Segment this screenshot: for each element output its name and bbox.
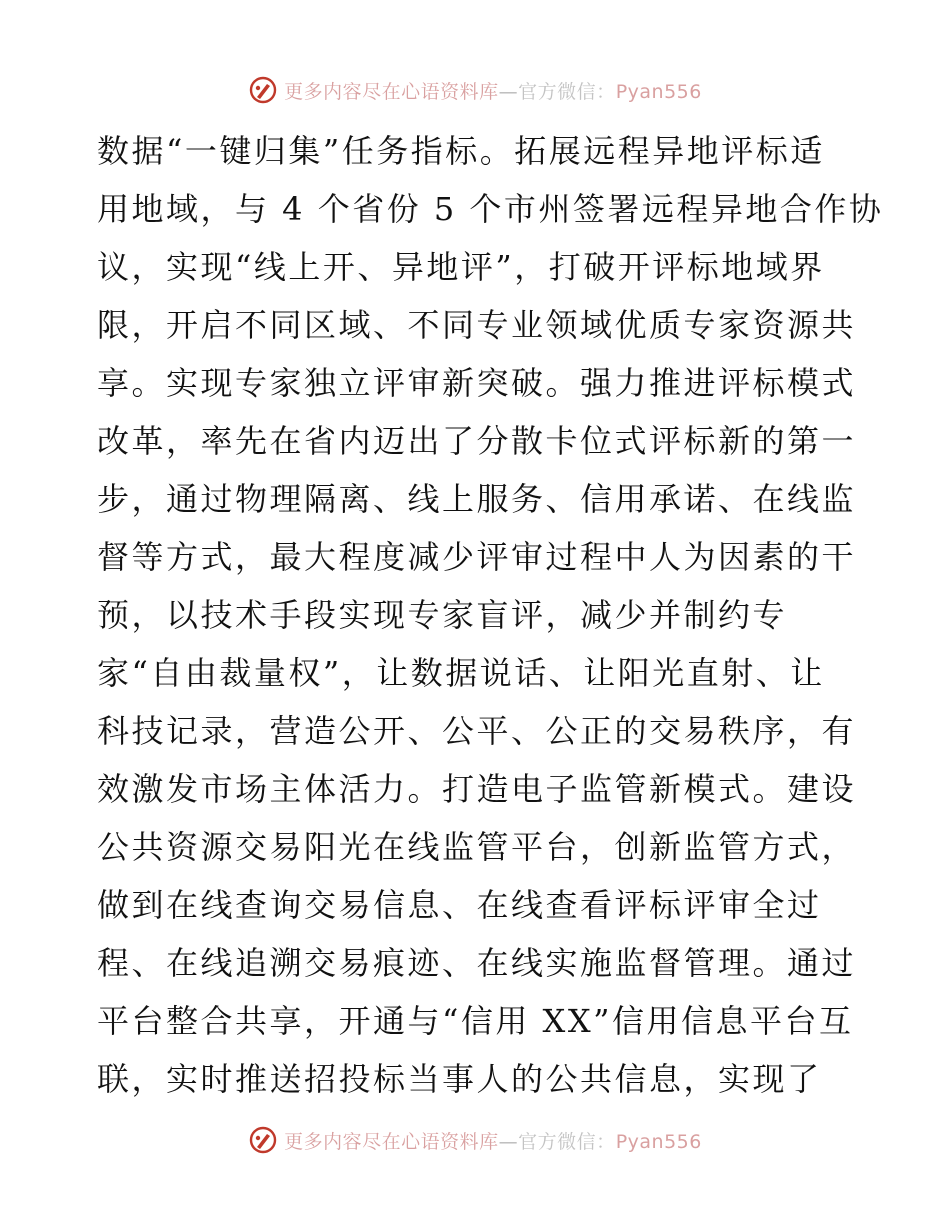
body-line: 平台整合共享，开通与“信用 XX”信用信息平台互 — [97, 1002, 854, 1040]
header-brand-text: 更多内容尽在心语资料库 — [284, 80, 499, 103]
body-line: 数据“一键归集”任务指标。拓展远程异地评标适 — [97, 132, 825, 170]
footer-separator: — — [498, 1130, 519, 1153]
body-line: 程、在线追溯交易痕迹、在线实施监督管理。通过 — [97, 944, 857, 982]
body-line: 享。实现专家独立评审新突破。强力推进评标模式 — [97, 364, 857, 402]
body-line: 督等方式，最大程度减少评审过程中人为因素的干 — [97, 538, 857, 576]
body-line: 家“自由裁量权”，让数据说话、让阳光直射、让 — [97, 654, 825, 692]
document-body — [97, 122, 884, 1108]
body-line: 公共资源交易阳光在线监管平台，创新监管方式， — [97, 828, 857, 866]
body-line: 科技记录，营造公开、公平、公正的交易秩序，有 — [97, 712, 857, 750]
header-banner-text — [284, 77, 702, 104]
header-wechat-label: 官方微信： — [518, 80, 616, 103]
body-line: 联，实时推送招投标当事人的公共信息，实现了 — [97, 1060, 822, 1098]
body-line: 效激发市场主体活力。打造电子监管新模式。建设 — [97, 770, 857, 808]
body-line: 步，通过物理隔离、线上服务、信用承诺、在线监 — [97, 480, 857, 518]
pen-circle-logo-icon — [248, 1125, 278, 1155]
body-line: 预，以技术手段实现专家盲评，减少并制约专 — [97, 596, 788, 634]
body-line: 用地域，与 4 个省份 5 个市州签署远程异地合作协 — [97, 190, 884, 228]
body-line: 议，实现“线上开、异地评”，打破开评标地域界 — [97, 248, 825, 286]
footer-wechat-id: Pyan556 — [615, 1130, 702, 1153]
footer-banner — [0, 1120, 950, 1160]
body-line: 限，开启不同区域、不同专业领域优质专家资源共 — [97, 306, 857, 344]
body-line: 改革，率先在省内迈出了分散卡位式评标新的第一 — [97, 422, 857, 460]
header-wechat-id: Pyan556 — [615, 80, 702, 103]
footer-banner-text — [284, 1127, 702, 1154]
body-line: 做到在线查询交易信息、在线查看评标评审全过 — [97, 886, 822, 924]
header-banner — [0, 70, 950, 110]
pen-circle-logo-icon — [248, 75, 278, 105]
header-separator: — — [498, 80, 519, 103]
footer-brand-text: 更多内容尽在心语资料库 — [284, 1130, 499, 1153]
footer-wechat-label: 官方微信： — [518, 1130, 616, 1153]
